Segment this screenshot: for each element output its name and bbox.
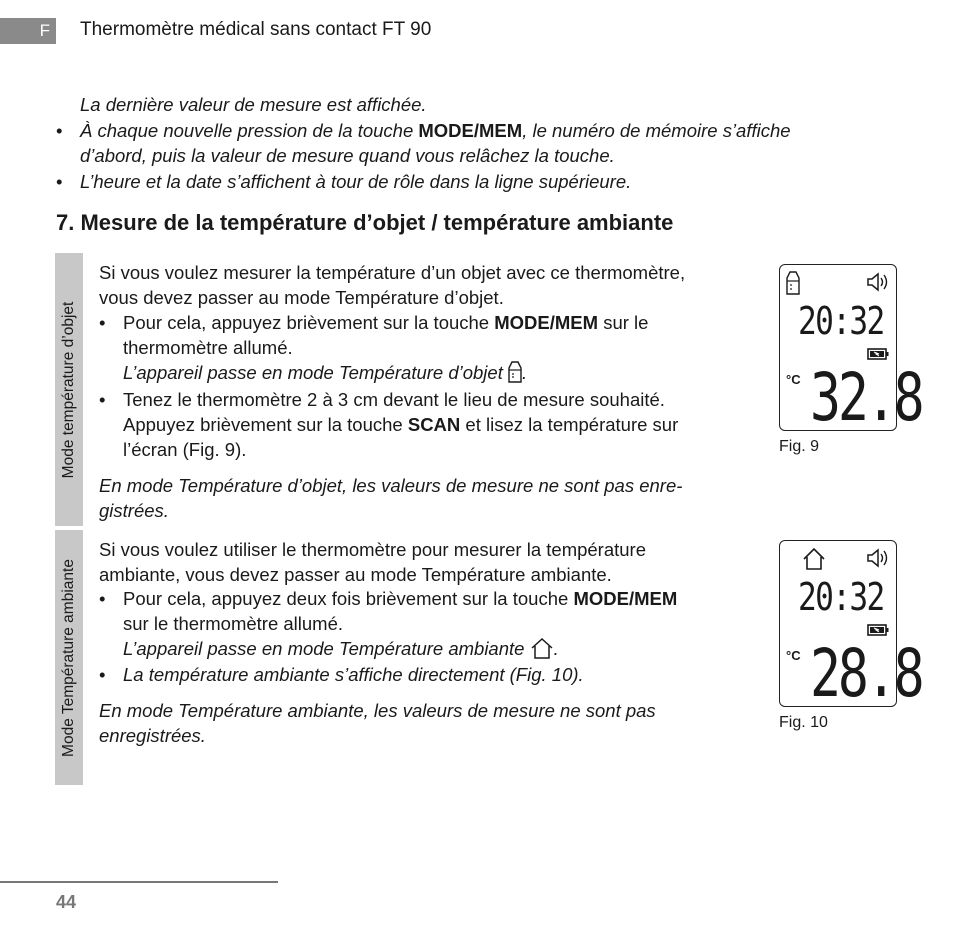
ambient-bullet-2 bbox=[99, 662, 584, 687]
speaker-icon bbox=[866, 271, 890, 293]
bullet-dot: • bbox=[99, 389, 106, 410]
key-label: SCAN bbox=[407, 414, 461, 435]
object-bullet-1-result bbox=[123, 360, 527, 385]
intro-bullet-1 bbox=[56, 118, 900, 143]
lcd-unit: °C bbox=[786, 648, 801, 663]
lcd-temperature: 32.8 bbox=[810, 359, 922, 436]
side-tab-label: Mode Température ambiante bbox=[60, 558, 77, 757]
lcd-unit: °C bbox=[786, 372, 801, 387]
text: Pour cela, appuyez deux fois brièvement sur la touche bbox=[123, 588, 574, 609]
speaker-icon bbox=[866, 547, 890, 569]
page-number: 44 bbox=[56, 892, 77, 912]
section-heading: 7. Mesure de la température d’objet / température ambiante bbox=[56, 210, 674, 235]
bullet-dot: • bbox=[99, 664, 106, 685]
text: , le numéro de mémoire s’affiche bbox=[522, 120, 791, 141]
figure-caption: Fig. 9 bbox=[779, 438, 820, 455]
document-title: Thermomètre médical sans contact FT 90 bbox=[80, 19, 432, 40]
key-label: MODE/MEM bbox=[418, 120, 523, 141]
ambient-note-line2: enregistrées. bbox=[99, 725, 206, 746]
object-bullet-1-line2: thermomètre allumé. bbox=[123, 337, 293, 358]
period: . bbox=[522, 362, 528, 383]
side-tab-object-mode bbox=[55, 253, 83, 526]
object-bullet-2 bbox=[99, 387, 665, 412]
ambient-note-line1: En mode Température ambiante, les valeurs de mesure ne sont pas bbox=[99, 700, 656, 721]
language-tab: F bbox=[0, 18, 56, 44]
text: L’heure et la date s’affichent à tour de rôle dans la ligne supérieure. bbox=[80, 171, 632, 192]
bullet-dot: • bbox=[99, 588, 106, 609]
object-bullet-2-line2 bbox=[123, 412, 678, 437]
text: Pour cela, appuyez brièvement sur la touche bbox=[123, 312, 495, 333]
footer-rule bbox=[0, 881, 278, 883]
side-tab-label: Mode température d’objet bbox=[60, 301, 77, 478]
text: sur le bbox=[598, 312, 649, 333]
bullet-dot: • bbox=[56, 171, 63, 192]
object-intro-line2: vous devez passer au mode Température d’objet. bbox=[99, 287, 504, 308]
period: . bbox=[553, 638, 559, 659]
intro-bullet-2 bbox=[56, 169, 632, 194]
key-label: MODE/MEM bbox=[573, 588, 678, 609]
side-tab-ambient-mode bbox=[55, 530, 83, 785]
bottle-icon bbox=[508, 361, 522, 383]
object-bullet-2-line3: l’écran (Fig. 9). bbox=[123, 439, 247, 460]
ambient-bullet-1-result bbox=[123, 636, 559, 661]
house-icon bbox=[802, 547, 826, 571]
text: L’appareil passe en mode Température ambiante bbox=[123, 638, 530, 659]
lcd-display-fig10 bbox=[779, 540, 922, 712]
lcd-time: 20:32 bbox=[798, 299, 884, 343]
ambient-intro-line2: ambiante, vous devez passer au mode Température ambiante. bbox=[99, 564, 612, 585]
lcd-display-fig9 bbox=[779, 264, 922, 436]
text: La température ambiante s’affiche directement (Fig. 10). bbox=[123, 664, 584, 685]
intro-bullet-1-line2: d’abord, puis la valeur de mesure quand vous relâchez la touche. bbox=[80, 145, 615, 166]
text: L’appareil passe en mode Température d’objet bbox=[123, 362, 508, 383]
bullet-dot: • bbox=[56, 120, 63, 141]
object-bullet-1 bbox=[99, 310, 649, 335]
text: À chaque nouvelle pression de la touche bbox=[80, 120, 419, 141]
ambient-bullet-1 bbox=[99, 586, 678, 611]
bottle-icon bbox=[786, 271, 800, 295]
text: Appuyez brièvement sur la touche bbox=[123, 414, 408, 435]
object-intro-line1: Si vous voulez mesurer la température d’un objet avec ce thermomètre, bbox=[99, 262, 686, 283]
text: et lisez la température sur bbox=[460, 414, 679, 435]
object-note-line2: gistrées. bbox=[99, 500, 169, 521]
ambient-intro-line1: Si vous voulez utiliser le thermomètre pour mesurer la température bbox=[99, 539, 647, 560]
object-note-line1: En mode Température d’objet, les valeurs de mesure ne sont pas enre- bbox=[99, 475, 683, 496]
key-label: MODE/MEM bbox=[494, 312, 599, 333]
text: Tenez le thermomètre 2 à 3 cm devant le lieu de mesure souhaité. bbox=[123, 389, 665, 410]
figure-caption: Fig. 10 bbox=[779, 714, 828, 731]
house-icon bbox=[530, 637, 554, 659]
ambient-bullet-1-line2: sur le thermomètre allumé. bbox=[123, 613, 344, 634]
bullet-dot: • bbox=[99, 312, 106, 333]
lcd-temperature: 28.8 bbox=[810, 635, 922, 712]
lcd-time: 20:32 bbox=[798, 575, 884, 619]
intro-line: La dernière valeur de mesure est affichée. bbox=[80, 94, 427, 115]
